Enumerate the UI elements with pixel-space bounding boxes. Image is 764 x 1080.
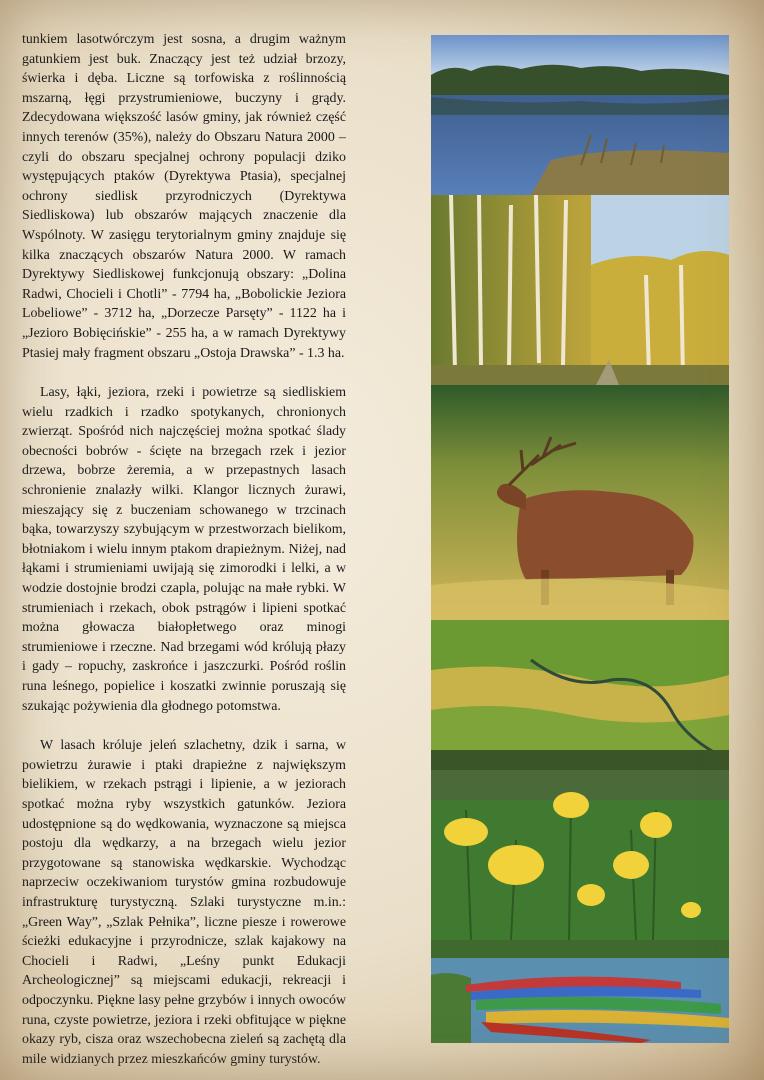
lake-photo [431,35,729,195]
globeflower-photo [431,770,729,940]
paragraph-1: tunkiem lasotwórczym jest sosna, a drugim ważnym gatunkiem jest buk. Znaczący jest też udział brzozy, świerka i dęba. Liczne są torfowiska z roślinnością mszarną, łęgi przystrumieniowe, buczyny i grądy. Zdecydowana większość lasów gminy, jak również część innych terenów (35%), należy do Obszaru Natura 2000 – czyli do obszaru specjalnej ochrony populacji dziko występujących ptaków (Dyrektywa Ptasia), specjalnej ochrony siedlisk przyrodniczych (Dyrektywa Siedliskowa) lub obszarów mających znaczenie dla Wspólnoty. W zasięgu terytorialnym gminy znajduje się kilka znaczących obszarów Natura 2000. W ramach Dyrektywy Siedliskowej funkcjonują obszary: „Dolina Radwi, Chocieli i Chotli” - 7794 ha, „Bobolickie Jeziora Lobeliowe” - 3712 ha, „Dorzecze Parsęty” - 1122 ha i „Jezioro Bobięcińskie” - 255 ha, a w ramach Dyrektywy Ptasiej mały fragment obszaru „Ostoja Drawska” - 1.3 ha. [22,32,346,361]
birch-forest-photo [431,195,729,385]
red-deer-photo [431,385,729,620]
kayaks-photo [431,940,729,1043]
meadow-river-photo [431,620,729,770]
paragraph-3: W lasach króluje jeleń szlachetny, dzik i sarna, w powietrzu żurawie i ptaki drapieżne z największym bielikiem, w rzekach pstrągi i lipienie, a w jeziorach spotkać można ryby wszystkich gatunków. Jeziora udostępnione są do wędkowania, wyznaczone są miejsca postoju dla wędkarzy, a na brzegach wielu jezior przygotowane są stanowiska wędkarskie. Wychodząc naprzeciw oczekiwaniom turystów gmina rozbudowuje infrastrukturę turystyczną. Szlaki turystyczne m.in.: „Green Way”, „Szlak Pełnika”, liczne piesze i rowerowe ścieżki edukacyjne i przyrodnicze, szlak kajakowy na Chocieli i Radwi, „Leśny punkt Edukacji Archeologicznej” są miejscami edukacji, rekreacji i odpoczynku. Piękne lasy pełne grzybów i innych owoców runa, czyste powietrze, jeziora i rzeki obfitujące w piękne okazy ryb, cisza oraz wszechobecna zieleń są zachętą dla mile widzianych przez mieszkańców gminy turystów. [22,738,346,1067]
article-text [22,30,346,1069]
photo-strip [431,35,729,1043]
paragraph-2: Lasy, łąki, jeziora, rzeki i powietrze są siedliskiem wielu rzadkich i rzadko spotykanych, chronionych zwierząt. Spośród nich najczęściej można spotkać ślady obecności bobrów - ścięte na brzegach rzek i jezior drzewa, bobrze żeremia, a w przepastnych lasach schronienie znalazły wilki. Klangor licznych żurawi, mieszający się z buczeniam schowanego w trzcinach bąka, towarzyszy szybującym w przestworzach bielikom, błotniakom i wielu innym ptakom drapieżnym. Niżej, nad łąkami i strumieniami uwijają się zimorodki i lelki, a w wodzie dostojnie brodzi czapla, polując na małe rybki. W strumieniach i rzekach, obok pstrągów i lipieni spotkać można głowacza białopłetwego oraz minogi strumieniowe i rzeczne. Nad brzegami wód królują płazy i gady – ropuchy, zaskrońce i jaszczurki. Pośród roślin runa leśnego, popielice i koszatki zwinnie poruszają się szukając pożywienia dla głodnego potomstwa. [22,385,346,714]
